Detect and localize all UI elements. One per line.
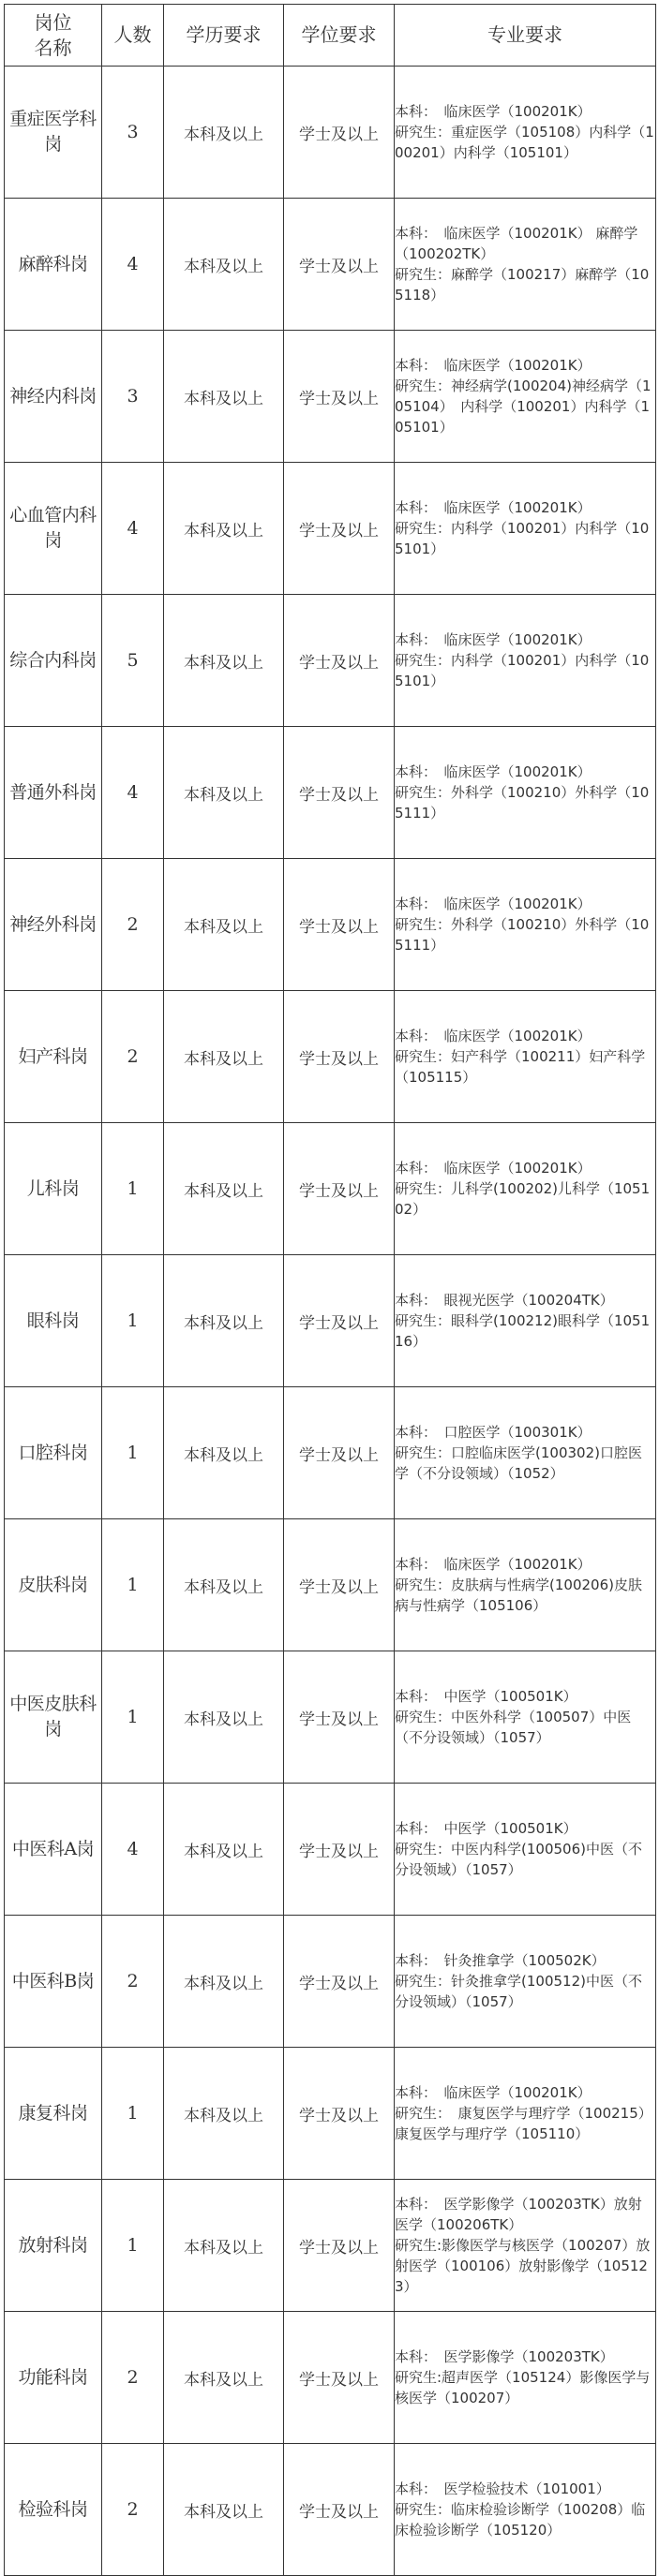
- header-education: 学历要求: [164, 5, 284, 67]
- degree-cell: 学士及以上: [284, 67, 395, 199]
- undergrad-major-text: 本科： 医学影像学（100203TK）: [395, 2348, 614, 2365]
- education-cell: 本科及以上: [164, 595, 284, 727]
- table-row: [5, 1255, 656, 1387]
- major-requirement-cell: [395, 199, 656, 331]
- undergrad-major-text: 本科： 临床医学（100201K）: [395, 1160, 592, 1177]
- undergrad-major-text: 本科： 中医学（100501K）: [395, 1688, 577, 1705]
- graduate-major-text: 研究生：中医外科学（100507）中医（不分设领域）（1057）: [395, 1709, 632, 1746]
- post-name-cell: 中医科B岗: [5, 1916, 102, 2048]
- graduate-major-text: 研究生：重症医学（105108）内科学（100201）内科学（105101）: [395, 124, 654, 161]
- headcount-cell: 3: [102, 331, 164, 463]
- post-name-cell: 中医皮肤科岗: [5, 1651, 102, 1784]
- degree-cell: 学士及以上: [284, 595, 395, 727]
- post-name-cell: 麻醉科岗: [5, 199, 102, 331]
- degree-cell: 学士及以上: [284, 2048, 395, 2180]
- graduate-major-text: 研究生：内科学（100201）内科学（105101）: [395, 652, 650, 689]
- education-cell: 本科及以上: [164, 1784, 284, 1916]
- major-requirement-cell: [395, 1784, 656, 1916]
- headcount-cell: 1: [102, 1651, 164, 1784]
- major-requirement-cell: [395, 463, 656, 595]
- undergrad-major-text: 本科： 医学检验技术（101001）: [395, 2480, 610, 2497]
- degree-cell: 学士及以上: [284, 463, 395, 595]
- table-row: [5, 859, 656, 991]
- education-cell: 本科及以上: [164, 1916, 284, 2048]
- degree-cell: 学士及以上: [284, 859, 395, 991]
- post-name-cell: 康复科岗: [5, 2048, 102, 2180]
- education-cell: 本科及以上: [164, 1387, 284, 1519]
- headcount-cell: 3: [102, 67, 164, 199]
- headcount-cell: 1: [102, 2048, 164, 2180]
- headcount-cell: 5: [102, 595, 164, 727]
- major-requirement-cell: [395, 991, 656, 1123]
- post-name-cell: 检验科岗: [5, 2444, 102, 2576]
- headcount-cell: 1: [102, 1387, 164, 1519]
- undergrad-major-text: 本科： 临床医学（100201K）: [395, 2084, 592, 2101]
- graduate-major-text: 研究生：外科学（100210）外科学（105111）: [395, 784, 650, 822]
- graduate-major-text: 研究生：皮肤病与性病学(100206)皮肤病与性病学（105106）: [395, 1577, 642, 1614]
- major-requirement-cell: [395, 67, 656, 199]
- major-requirement-cell: [395, 1651, 656, 1784]
- undergrad-major-text: 本科： 临床医学（100201K） 麻醉学（100202TK）: [395, 225, 638, 262]
- major-requirement-cell: [395, 2180, 656, 2312]
- degree-cell: 学士及以上: [284, 1387, 395, 1519]
- undergrad-major-text: 本科： 临床医学（100201K）: [395, 631, 592, 648]
- graduate-major-text: 研究生:影像医学与核医学（100207）放射医学（100106）放射影像学（105123）: [395, 2237, 651, 2295]
- post-name-cell: 儿科岗: [5, 1123, 102, 1255]
- headcount-cell: 4: [102, 1784, 164, 1916]
- education-cell: 本科及以上: [164, 2312, 284, 2444]
- table-row: [5, 2180, 656, 2312]
- degree-cell: 学士及以上: [284, 2444, 395, 2576]
- education-cell: 本科及以上: [164, 2444, 284, 2576]
- headcount-cell: 2: [102, 1916, 164, 2048]
- headcount-cell: 2: [102, 2444, 164, 2576]
- education-cell: 本科及以上: [164, 331, 284, 463]
- major-requirement-cell: [395, 1255, 656, 1387]
- undergrad-major-text: 本科： 医学影像学（100203TK）放射医学（100206TK）: [395, 2196, 642, 2233]
- post-name-cell: 重症医学科岗: [5, 67, 102, 199]
- graduate-major-text: 研究生： 康复医学与理疗学（100215）康复医学与理疗学（105110）: [395, 2105, 652, 2142]
- post-name-cell: 心血管内科岗: [5, 463, 102, 595]
- major-requirement-cell: [395, 2048, 656, 2180]
- education-cell: 本科及以上: [164, 991, 284, 1123]
- undergrad-major-text: 本科： 临床医学（100201K）: [395, 357, 592, 374]
- education-cell: 本科及以上: [164, 1123, 284, 1255]
- headcount-cell: 2: [102, 991, 164, 1123]
- table-row: [5, 2312, 656, 2444]
- graduate-major-text: 研究生：麻醉学（100217）麻醉学（105118）: [395, 266, 650, 303]
- headcount-cell: 2: [102, 859, 164, 991]
- table-row: [5, 2048, 656, 2180]
- graduate-major-text: 研究生：针灸推拿学(100512)中医（不分设领域）（1057）: [395, 1973, 642, 2010]
- table-row: [5, 2444, 656, 2576]
- major-requirement-cell: [395, 2444, 656, 2576]
- graduate-major-text: 研究生：口腔临床医学(100302)口腔医学（不分设领域）（1052）: [395, 1444, 642, 1482]
- graduate-major-text: 研究生：中医内科学(100506)中医（不分设领域）（1057）: [395, 1841, 642, 1878]
- table-row: [5, 463, 656, 595]
- education-cell: 本科及以上: [164, 463, 284, 595]
- headcount-cell: 1: [102, 1123, 164, 1255]
- education-cell: 本科及以上: [164, 67, 284, 199]
- degree-cell: 学士及以上: [284, 1784, 395, 1916]
- undergrad-major-text: 本科： 临床医学（100201K）: [395, 103, 592, 120]
- degree-cell: 学士及以上: [284, 2180, 395, 2312]
- undergrad-major-text: 本科： 临床医学（100201K）: [395, 763, 592, 780]
- education-cell: 本科及以上: [164, 1255, 284, 1387]
- post-name-cell: 普通外科岗: [5, 727, 102, 859]
- post-name-cell: 神经外科岗: [5, 859, 102, 991]
- table-row: [5, 1387, 656, 1519]
- graduate-major-text: 研究生：儿科学(100202)儿科学（105102）: [395, 1180, 651, 1218]
- table-row: [5, 595, 656, 727]
- table-row: [5, 67, 656, 199]
- degree-cell: 学士及以上: [284, 2312, 395, 2444]
- undergrad-major-text: 本科： 临床医学（100201K）: [395, 1028, 592, 1044]
- education-cell: 本科及以上: [164, 199, 284, 331]
- headcount-cell: 1: [102, 2180, 164, 2312]
- education-cell: 本科及以上: [164, 859, 284, 991]
- degree-cell: 学士及以上: [284, 1916, 395, 2048]
- table-row: [5, 1784, 656, 1916]
- table-row: [5, 199, 656, 331]
- table-row: [5, 1123, 656, 1255]
- undergrad-major-text: 本科： 临床医学（100201K）: [395, 499, 592, 516]
- headcount-cell: 1: [102, 1255, 164, 1387]
- major-requirement-cell: [395, 1123, 656, 1255]
- degree-cell: 学士及以上: [284, 1651, 395, 1784]
- post-name-cell: 放射科岗: [5, 2180, 102, 2312]
- major-requirement-cell: [395, 727, 656, 859]
- graduate-major-text: 研究生:超声医学（105124）影像医学与核医学（100207）: [395, 2369, 651, 2406]
- headcount-cell: 2: [102, 2312, 164, 2444]
- graduate-major-text: 研究生：神经病学(100204)神经病学（105104） 内科学（100201）内科学（105101）: [395, 378, 652, 436]
- undergrad-major-text: 本科： 口腔医学（100301K）: [395, 1424, 592, 1441]
- major-requirement-cell: [395, 1387, 656, 1519]
- table-row: [5, 1916, 656, 2048]
- graduate-major-text: 研究生：临床检验诊断学（100208）临床检验诊断学（105120）: [395, 2501, 646, 2539]
- degree-cell: 学士及以上: [284, 991, 395, 1123]
- post-name-cell: 中医科A岗: [5, 1784, 102, 1916]
- post-name-cell: 眼科岗: [5, 1255, 102, 1387]
- undergrad-major-text: 本科： 临床医学（100201K）: [395, 896, 592, 912]
- headcount-cell: 4: [102, 199, 164, 331]
- undergrad-major-text: 本科： 眼视光医学（100204TK）: [395, 1292, 614, 1309]
- headcount-cell: 4: [102, 727, 164, 859]
- education-cell: 本科及以上: [164, 2180, 284, 2312]
- undergrad-major-text: 本科： 中医学（100501K）: [395, 1820, 577, 1837]
- header-row: [5, 5, 656, 67]
- education-cell: 本科及以上: [164, 1651, 284, 1784]
- post-name-cell: 综合内科岗: [5, 595, 102, 727]
- graduate-major-text: 研究生：眼科学(100212)眼科学（105116）: [395, 1312, 651, 1350]
- undergrad-major-text: 本科： 针灸推拿学（100502K）: [395, 1952, 606, 1969]
- education-cell: 本科及以上: [164, 1519, 284, 1651]
- major-requirement-cell: [395, 1916, 656, 2048]
- header-post-name-text: 岗位 名称: [34, 10, 72, 59]
- post-name-cell: 神经内科岗: [5, 331, 102, 463]
- header-post-name: [5, 5, 102, 67]
- degree-cell: 学士及以上: [284, 1519, 395, 1651]
- header-degree: 学位要求: [284, 5, 395, 67]
- table-body: [5, 67, 656, 2576]
- major-requirement-cell: [395, 2312, 656, 2444]
- post-name-cell: 口腔科岗: [5, 1387, 102, 1519]
- education-cell: 本科及以上: [164, 2048, 284, 2180]
- graduate-major-text: 研究生：妇产科学（100211）妇产科学（105115）: [395, 1048, 646, 1086]
- degree-cell: 学士及以上: [284, 199, 395, 331]
- graduate-major-text: 研究生：内科学（100201）内科学（105101）: [395, 520, 650, 557]
- major-requirement-cell: [395, 859, 656, 991]
- undergrad-major-text: 本科： 临床医学（100201K）: [395, 1556, 592, 1573]
- table-row: [5, 727, 656, 859]
- header-headcount: 人数: [102, 5, 164, 67]
- table-row: [5, 1519, 656, 1651]
- post-name-cell: 功能科岗: [5, 2312, 102, 2444]
- degree-cell: 学士及以上: [284, 1123, 395, 1255]
- headcount-cell: 1: [102, 1519, 164, 1651]
- headcount-cell: 4: [102, 463, 164, 595]
- degree-cell: 学士及以上: [284, 727, 395, 859]
- degree-cell: 学士及以上: [284, 1255, 395, 1387]
- table-row: [5, 1651, 656, 1784]
- major-requirement-cell: [395, 1519, 656, 1651]
- table-row: [5, 991, 656, 1123]
- major-requirement-cell: [395, 331, 656, 463]
- recruitment-table: [4, 4, 656, 2576]
- table-row: [5, 331, 656, 463]
- education-cell: 本科及以上: [164, 727, 284, 859]
- post-name-cell: 妇产科岗: [5, 991, 102, 1123]
- post-name-cell: 皮肤科岗: [5, 1519, 102, 1651]
- header-major: 专业要求: [395, 5, 656, 67]
- major-requirement-cell: [395, 595, 656, 727]
- degree-cell: 学士及以上: [284, 331, 395, 463]
- graduate-major-text: 研究生：外科学（100210）外科学（105111）: [395, 916, 650, 954]
